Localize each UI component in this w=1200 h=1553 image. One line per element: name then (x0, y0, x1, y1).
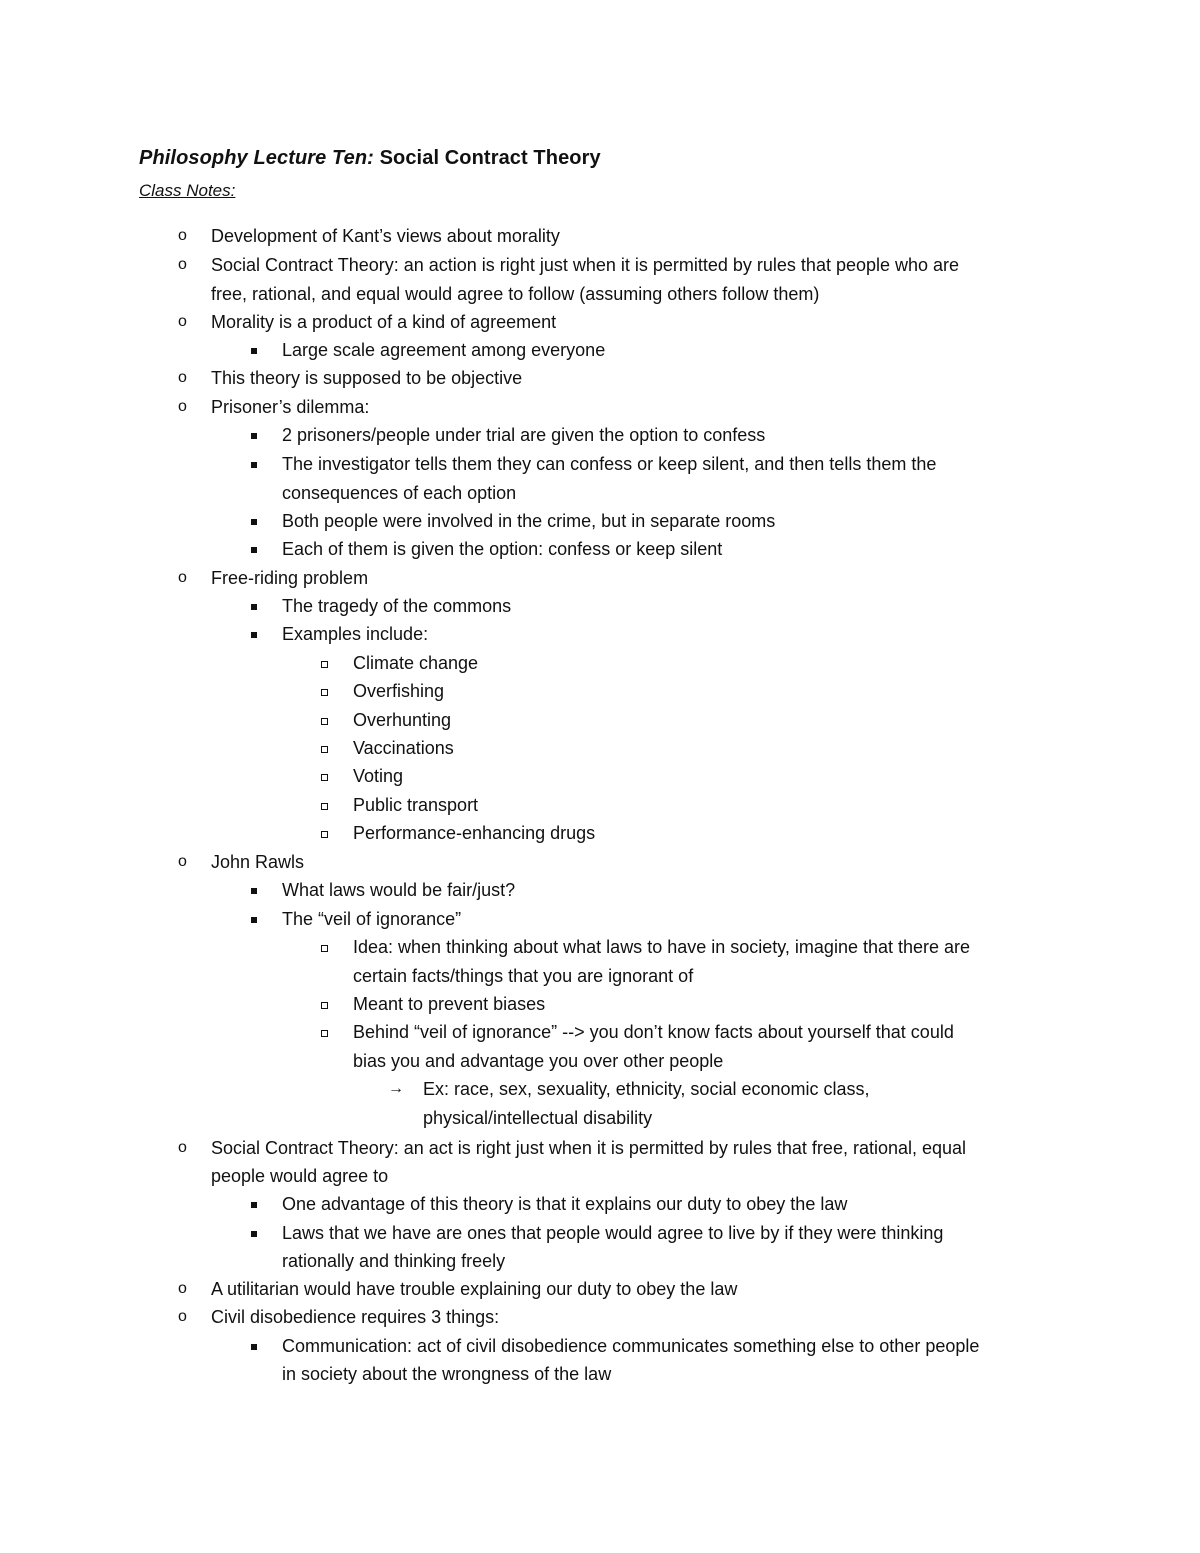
bullet-square-marker (251, 604, 257, 610)
bullet-circle-marker: o (178, 227, 187, 244)
note-line: John Rawls (211, 852, 305, 872)
class-notes-heading: Class Notes: (139, 181, 236, 200)
note-line: Morality is a product of a kind of agreement (211, 312, 557, 332)
bullet-open-square-marker (321, 661, 328, 668)
bullet-square-marker (251, 547, 257, 553)
bullet-open-square-marker (321, 774, 328, 781)
bullet-circle-marker: o (178, 853, 187, 870)
arrow-marker: → (388, 1080, 404, 1097)
bullet-square-marker (251, 433, 257, 439)
note-line: Overfishing (353, 681, 445, 701)
note-line: Idea: when thinking about what laws to have in society, imagine that there are (353, 937, 971, 957)
note-line: in society about the wrongness of the law (282, 1364, 612, 1384)
bullet-open-square-marker (321, 1030, 328, 1037)
bullet-square-marker (251, 348, 257, 354)
note-line: The investigator tells them they can confess or keep silent, and then tells them the (282, 454, 937, 474)
note-line: What laws would be fair/just? (282, 880, 516, 900)
note-line: Ex: race, sex, sexuality, ethnicity, social economic class, (423, 1079, 870, 1099)
note-line: consequences of each option (282, 483, 517, 503)
note-line: Performance-enhancing drugs (353, 823, 596, 843)
note-line: A utilitarian would have trouble explaining our duty to obey the law (211, 1279, 738, 1299)
note-line: One advantage of this theory is that it explains our duty to obey the law (282, 1194, 848, 1214)
bullet-square-marker (251, 519, 257, 525)
bullet-square-marker (251, 1231, 257, 1237)
note-line: Climate change (353, 653, 479, 673)
bullet-square-marker (251, 462, 257, 468)
bullet-circle-marker: o (178, 256, 187, 273)
note-line: Behind “veil of ignorance” --> you don’t know facts about yourself that could (353, 1022, 954, 1042)
bullet-square-marker (251, 632, 257, 638)
bullet-circle-marker: o (178, 1280, 187, 1297)
note-line: Large scale agreement among everyone (282, 340, 606, 360)
page-title (139, 147, 601, 170)
bullet-circle-marker: o (178, 313, 187, 330)
bullet-open-square-marker (321, 945, 328, 952)
note-line: certain facts/things that you are ignorant of (353, 966, 694, 986)
note-line: Civil disobedience requires 3 things: (211, 1307, 500, 1327)
bullet-open-square-marker (321, 746, 328, 753)
bullet-open-square-marker (321, 718, 328, 725)
bullet-circle-marker: o (178, 398, 187, 415)
note-line: The “veil of ignorance” (282, 909, 462, 929)
bullet-open-square-marker (321, 689, 328, 696)
note-line: Meant to prevent biases (353, 994, 546, 1014)
note-line: Both people were involved in the crime, but in separate rooms (282, 511, 776, 531)
note-line: Overhunting (353, 710, 452, 730)
bullet-square-marker (251, 1202, 257, 1208)
bullet-circle-marker: o (178, 1139, 187, 1156)
bullet-circle-marker: o (178, 369, 187, 386)
bullet-square-marker (251, 917, 257, 923)
note-line: This theory is supposed to be objective (211, 368, 523, 388)
note-line: The tragedy of the commons (282, 596, 512, 616)
note-line: physical/intellectual disability (423, 1108, 653, 1128)
note-line: rationally and thinking freely (282, 1251, 506, 1271)
note-line: Free-riding problem (211, 568, 369, 588)
note-line: bias you and advantage you over other people (353, 1051, 724, 1071)
note-line: Communication: act of civil disobedience communicates something else to other people (282, 1336, 980, 1356)
title-italic-part: Philosophy Lecture Ten: (139, 147, 374, 169)
note-line: Prisoner’s dilemma: (211, 397, 370, 417)
note-line: Social Contract Theory: an action is right just when it is permitted by rules that people who are (211, 255, 960, 275)
note-line: Laws that we have are ones that people would agree to live by if they were thinking (282, 1223, 944, 1243)
bullet-circle-marker: o (178, 1308, 187, 1325)
note-line: Vaccinations (353, 738, 454, 758)
note-line: Each of them is given the option: confess or keep silent (282, 539, 723, 559)
bullet-square-marker (251, 888, 257, 894)
note-line: Development of Kant’s views about morality (211, 226, 560, 246)
bullet-open-square-marker (321, 831, 328, 838)
note-line: 2 prisoners/people under trial are given the option to confess (282, 425, 766, 445)
note-line: people would agree to (211, 1166, 389, 1186)
note-line: Public transport (353, 795, 479, 815)
bullet-open-square-marker (321, 803, 328, 810)
note-line: free, rational, and equal would agree to follow (assuming others follow them) (211, 284, 820, 304)
bullet-open-square-marker (321, 1002, 328, 1009)
note-line: Voting (353, 766, 404, 786)
bullet-square-marker (251, 1344, 257, 1350)
note-line: Social Contract Theory: an act is right just when it is permitted by rules that free, rational, equal (211, 1138, 967, 1158)
note-line: Examples include: (282, 624, 429, 644)
bullet-circle-marker: o (178, 569, 187, 586)
title-main-part: Social Contract Theory (373, 147, 601, 169)
